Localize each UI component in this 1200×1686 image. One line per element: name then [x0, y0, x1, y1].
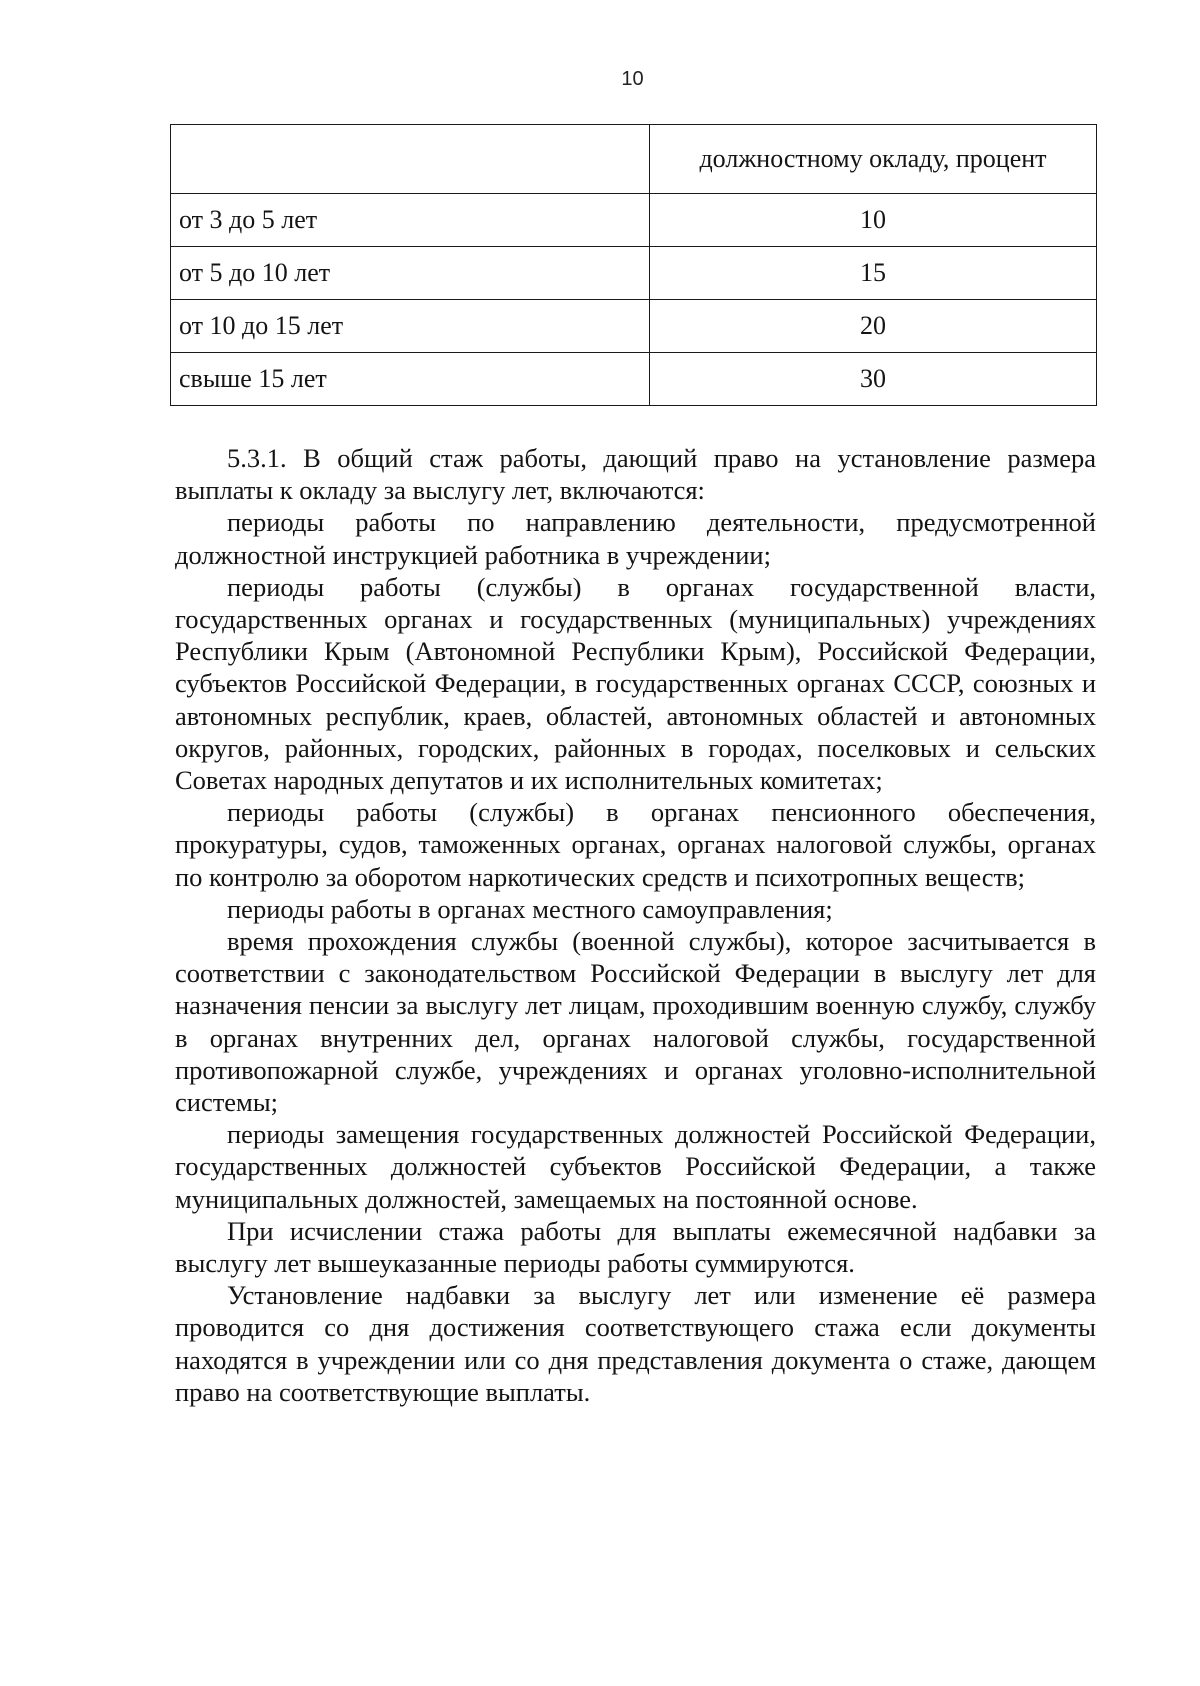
page-number: 10 — [621, 68, 644, 90]
cell-period: от 3 до 5 лет — [171, 194, 650, 247]
table-row — [171, 300, 1097, 353]
header-cell-period — [171, 125, 650, 194]
cell-period: от 10 до 15 лет — [171, 300, 650, 353]
paragraph-5-3-1: 5.3.1. В общий стаж работы, дающий право на установление размера выплаты к окладу за выслугу лет, включаются: — [175, 443, 1096, 506]
seniority-table — [170, 124, 1097, 406]
paragraph-establishment: Установление надбавки за выслугу лет или изменение её размера проводится со дня достижения соответствующего стажа если документы находятся в учреждении или со дня представления документа о стаже, дающем право на соответствующие выплаты. — [175, 1280, 1096, 1407]
paragraph-work-periods: периоды работы по направлению деятельности, предусмотренной должностной инструкцией работника в учреждении; — [175, 507, 1096, 570]
paragraph-military-service: время прохождения службы (военной службы), которое засчитывается в соответствии с законодательством Российской Федерации в выслугу лет для назначения пенсии за выслугу лет лицам, проходившим военную службу, службу в органах внутренних дел, органах налоговой службы, государственной противопожарной службе, учреждениях и органах уголовно-исполнительной системы; — [175, 926, 1096, 1118]
table-row — [171, 247, 1097, 300]
cell-period: от 5 до 10 лет — [171, 247, 650, 300]
cell-percent: 30 — [650, 353, 1097, 406]
header-cell-percent: должностному окладу, процент — [650, 125, 1097, 194]
cell-period: свыше 15 лет — [171, 353, 650, 406]
table-header-row — [171, 125, 1097, 194]
body-text — [175, 442, 1096, 1408]
paragraph-state-service: периоды работы (службы) в органах государственной власти, государственных органах и государственных (муниципальных) учреждениях Республики Крым (Автономной Республики Крым), Российской Федерации, субъектов Российской Федерации, в государственных органах СССР, союзных и автономных республик, краев, областей, автономных областей и автономных округов, районных, городских, районных в городах, поселковых и сельских Советах народных депутатов и их исполнительных комитетах; — [175, 571, 1096, 796]
cell-percent: 20 — [650, 300, 1097, 353]
paragraph-pension-bodies: периоды работы (службы) в органах пенсионного обеспечения, прокуратуры, судов, таможенных органах, органах налоговой службы, органах по контролю за оборотом наркотических средств и психотропных веществ; — [175, 797, 1096, 892]
cell-percent: 10 — [650, 194, 1097, 247]
paragraph-state-positions: периоды замещения государственных должностей Российской Федерации, государственных должностей субъектов Российской Федерации, а также муниципальных должностей, замещаемых на постоянной основе. — [175, 1119, 1096, 1214]
table-row — [171, 194, 1097, 247]
paragraph-summation: При исчислении стажа работы для выплаты ежемесячной надбавки за выслугу лет вышеуказанные периоды работы суммируются. — [175, 1215, 1096, 1279]
cell-percent: 15 — [650, 247, 1097, 300]
table-row — [171, 353, 1097, 406]
paragraph-local-government: периоды работы в органах местного самоуправления; — [227, 893, 833, 924]
